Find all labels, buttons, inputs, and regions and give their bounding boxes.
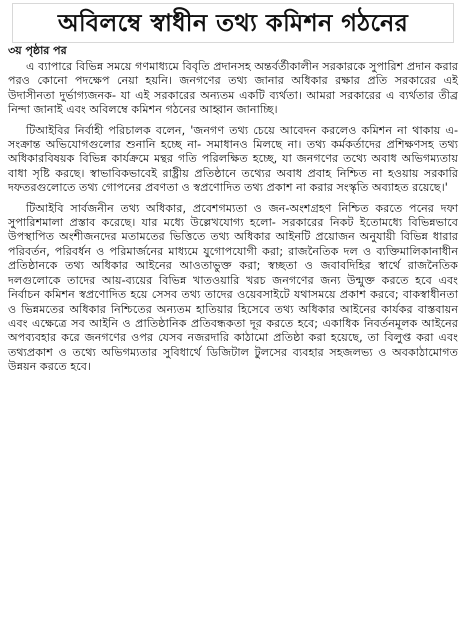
article-paragraph: টিআইবি সার্বজনীন তথ্য অধিকার, প্রবেশগম্যতা ও জন-অংশগ্রহণ নিশ্চিত করতে পনের দফা সুপারিশমালা প্রস্তাব করেছে। যার মধ্যে উল্লেখযোগ্য হলো- সরকারের নিকট ইতোমধ্যে বিভিন্নভাবে উপস্থাপিত অংশীজনদের মতামতের ভিত্তিতে তথ্য অধিকার আইনটি প্রয়োজন অনুযায়ী বিভিন্ন ধারার পরিবর্তন, পরিবর্ধন ও পরিমার্জনের মাধ্যমে যুগোপযোগী করা; রাজনৈতিক দল ও ব্যক্তিমালিকানাধীন প্রতিষ্ঠানকে তথ্য অধিকার আইনের আওতাভুক্ত করা; স্বচ্ছতা ও জবাবদিহির স্বার্থে রাজনৈতিক দলগুলোকে তাদের আয়-ব্যয়ের বিভিন্ন খাতওয়ারি খরচ জনগণের জন্য উন্মুক্ত করতে হবে এবং নির্বাচন কমিশন স্বপ্রণোদিত হয়ে সেসব তথ্য তাদের ওয়েবসাইটে যথাসময়ে প্রকাশ করবে; বাকস্বাধীনতা ও ভিন্নমতের অধিকার নিশ্চিতের অন্যতম হাতিয়ার হিসেবে তথ্য অধিকার আইনের কার্যকর বাস্তবায়ন এবং এক্ষেত্রে সব আইনি ও প্রাতিষ্ঠানিক প্রতিবন্ধকতা দূর করতে হবে; একাধিক নিবর্তনমূলক আইনের অপব্যবহার করে জনগণের ওপর যেসব নজরদারি কাঠামো প্রতিষ্ঠা করা হয়েছে, তা বিলুপ্ত করা এবং তথ্যপ্রকাশ ও তথ্যে অভিগম্যতার সুবিধার্থে ডিজিটাল টুলসের ব্যবহার সহজলভ্য ও অবকাঠামোগত উন্নয়ন করতে হবে। [8,201,459,374]
article-body [8,60,458,637]
article-paragraph: টিআইবির নির্বাহী পরিচালক বলেন, 'জনগণ তথ্য চেয়ে আবেদন করলেও কমিশন না থাকায় এ-সংক্রান্ত অভিযোগগুলোর শুনানি হচ্ছে না- সমাধানও মিলছে না। তথ্য কর্মকর্তাদের প্রশিক্ষণসহ তথ্য অধিকারবিষয়ক বিভিন্ন কার্যক্রমে মন্থর গতি পরিলক্ষিত হচ্ছে, যা জনগণের তথ্যে অবাধ অভিগম্যতায় বাধা সৃষ্টি করছে। স্বাভাবিকভাবেই রাষ্ট্রীয় প্রতিষ্ঠানে তথ্যের অবাধ প্রবাহ নিশ্চিত না হওয়ায় সরকারি দফতরগুলোতে তথ্য গোপনের প্রবণতা ও স্বপ্রণোদিত তথ্য প্রকাশ না করার সংস্কৃতি অব্যাহত রয়েছে।' [8,123,458,195]
continued-from-label: ৩য় পৃষ্ঠার পর [8,44,67,57]
article-paragraph: এ ব্যাপারে বিভিন্ন সময়ে গণমাধ্যমে বিবৃতি প্রদানসহ অন্তর্বর্তীকালীন সরকারকে সুপারিশ প্রদান করার পরও কোনো পদক্ষেপ নেয়া হয়নি। জনগণের তথ্য জানার অধিকার রক্ষার প্রতি সরকারের এই উদাসীনতা দুর্ভাগ্যজনক- যা এই সরকারের অন্যতম একটি ব্যর্থতা। আমরা সরকারের এ ব্যর্থতার তীব্র নিন্দা জানাই এবং অবিলম্বে কমিশন গঠনের আহ্বান জানাচ্ছি। [8,60,458,117]
article-headline: অবিলম্বে স্বাধীন তথ্য কমিশন গঠনের [12,3,454,43]
